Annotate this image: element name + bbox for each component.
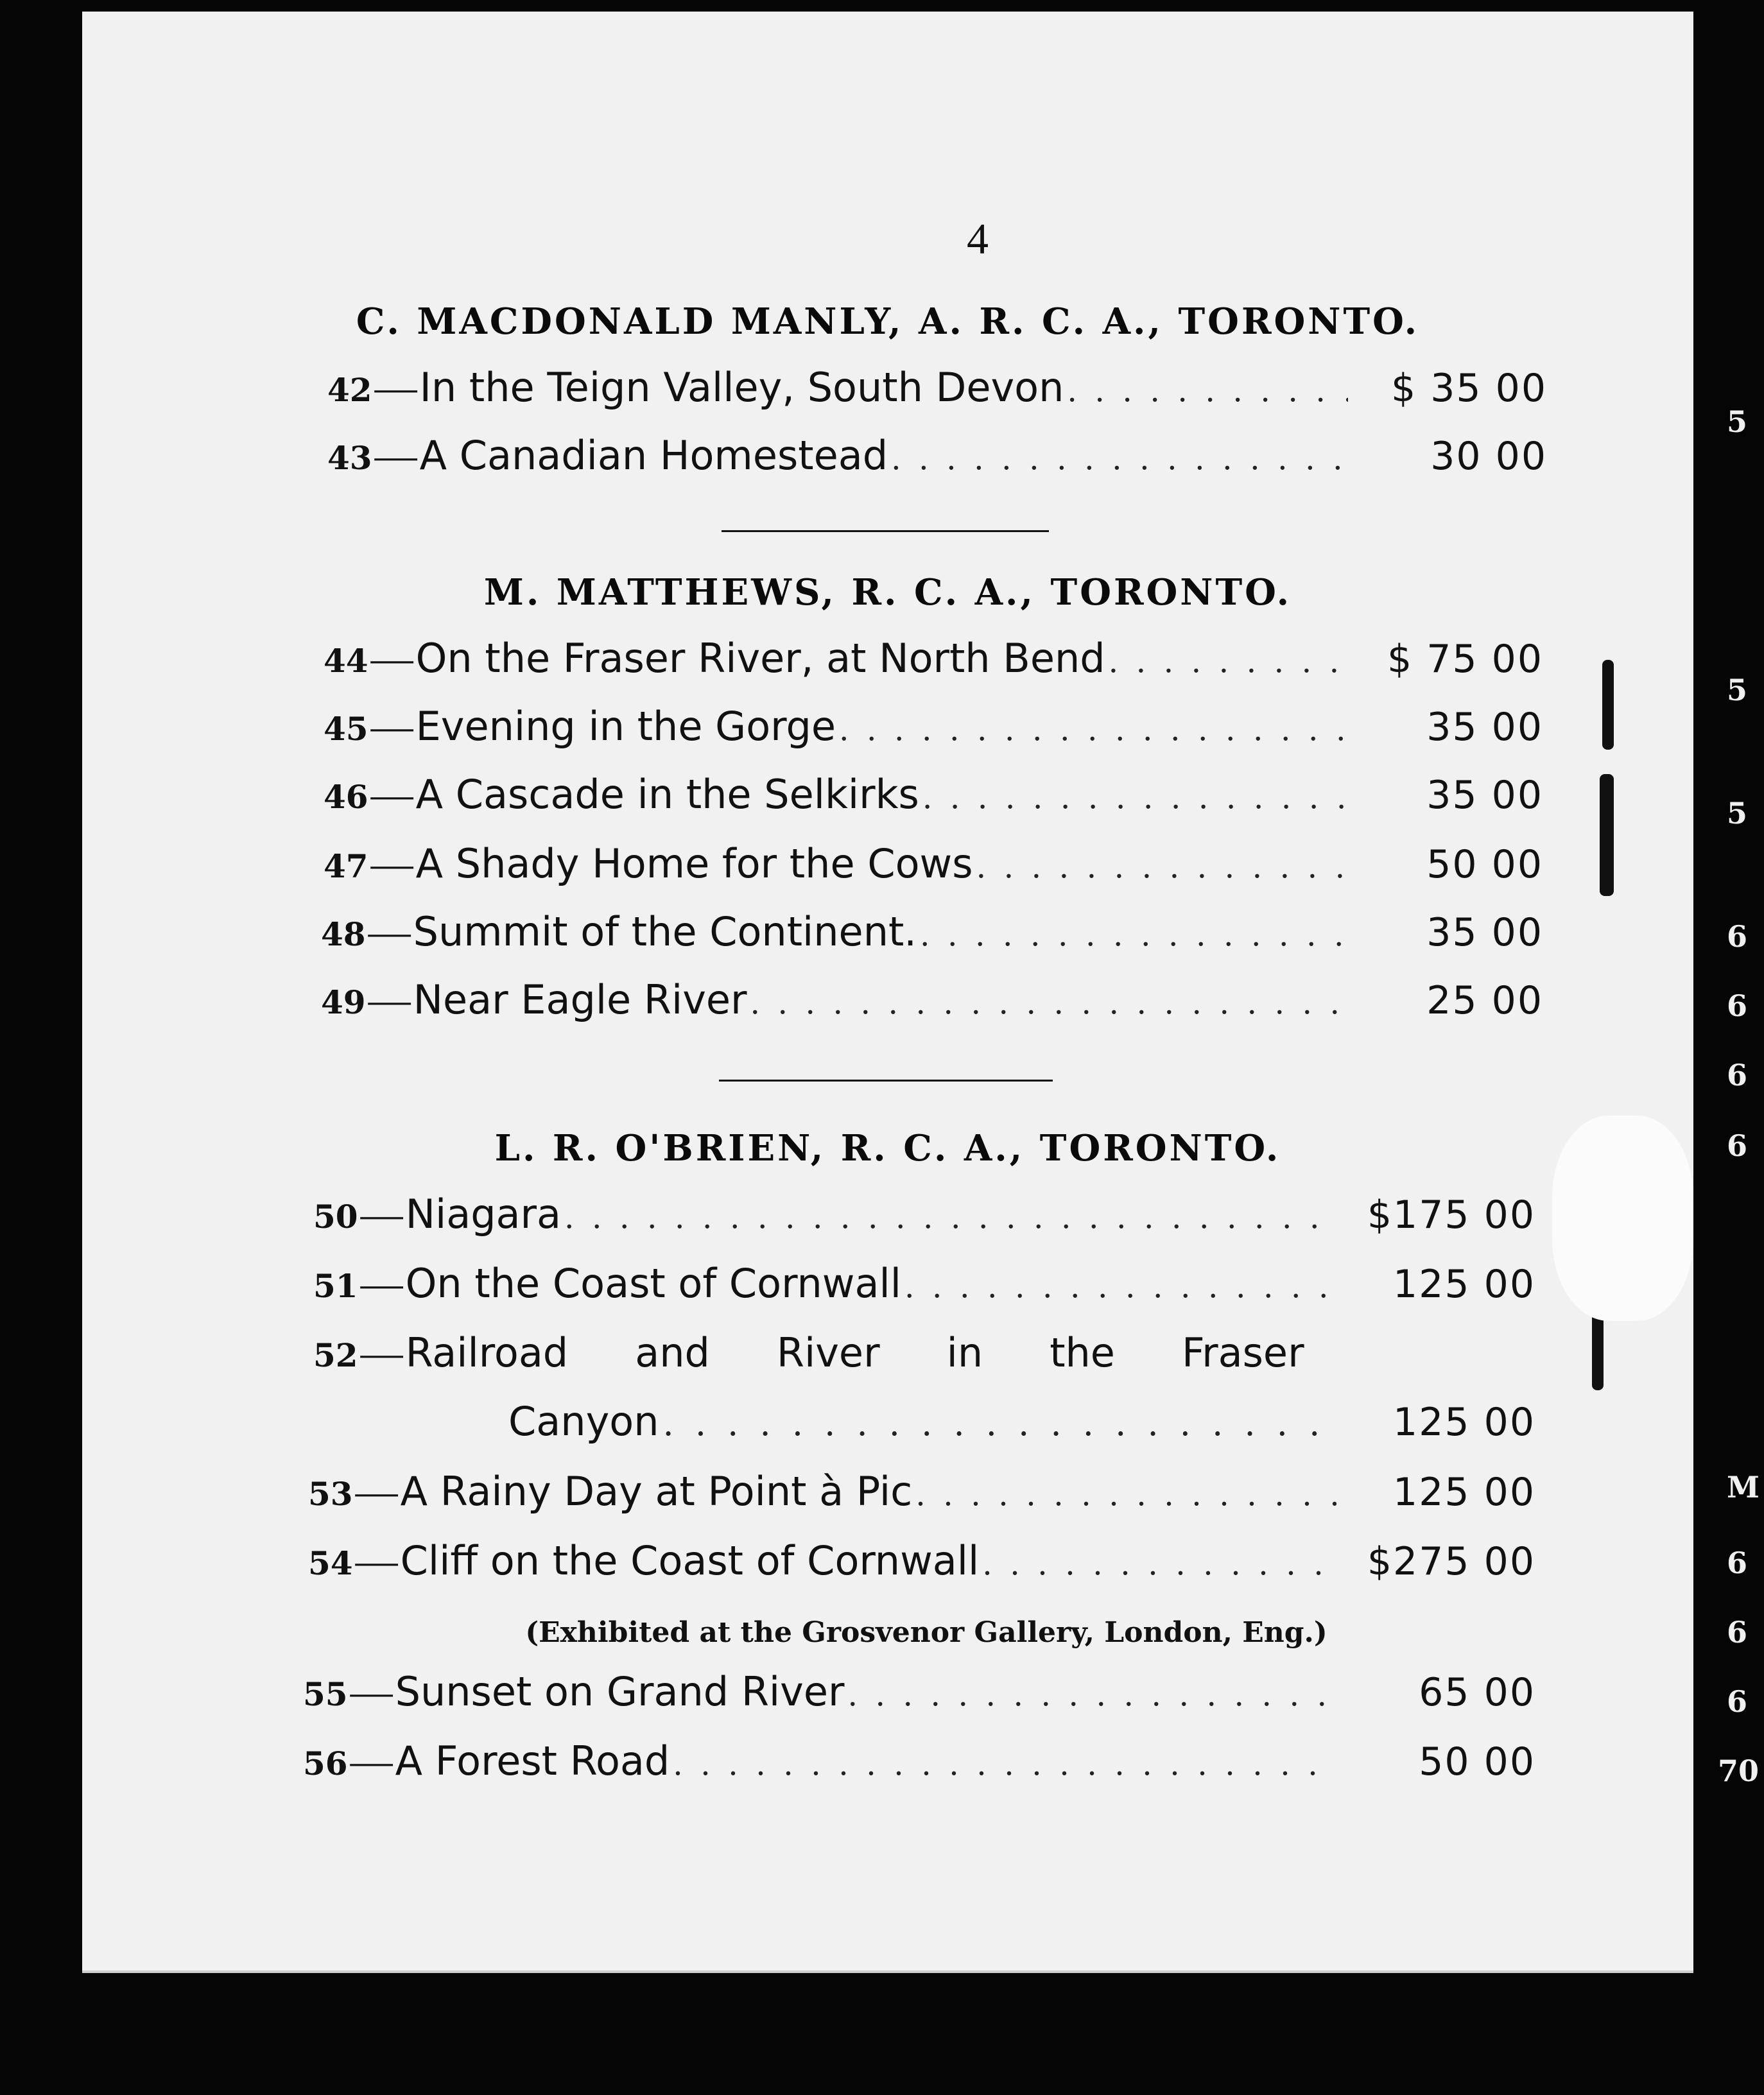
title-word: Railroad	[405, 1329, 569, 1376]
entry-number: 53	[308, 1475, 353, 1513]
catalogue-entry: 51 — On the Coast of Cornwall . . . 125 00	[313, 1259, 1535, 1321]
catalogue-entry: 42 — In the Teign Valley, South Devon . . . $ 35 00	[327, 363, 1547, 425]
entry-price: 125 00	[1393, 1262, 1535, 1307]
entry-price: 35 00	[1426, 910, 1543, 955]
dot-leader	[888, 438, 1348, 478]
catalogue-entry: 52 — Railroad and River in the Fraser	[313, 1329, 1304, 1376]
adjacent-page-fragment: 6	[1727, 1546, 1748, 1580]
entry-number: 42	[327, 371, 372, 409]
entry-title: A Shady Home for the Cows	[415, 840, 973, 887]
dot-leader	[919, 777, 1344, 816]
dot-leader	[844, 1674, 1336, 1714]
adjacent-page-fragment: 6	[1727, 1128, 1748, 1163]
artist-heading-matthews: M. MATTHEWS, R. C. A., TORONTO.	[483, 571, 1292, 614]
catalogue-entry: 45 — Evening in the Gorge . . . 35 00	[324, 702, 1543, 764]
title-word: in	[946, 1329, 983, 1376]
scan-artifact	[1552, 1116, 1693, 1321]
entry-price: 35 00	[1426, 705, 1543, 750]
dot-leader	[973, 846, 1344, 886]
entry-price: $ 35 00	[1390, 366, 1547, 411]
dot-leader	[1064, 370, 1348, 410]
entry-title: A Rainy Day at Point à Pic	[400, 1468, 913, 1515]
dot-leader	[912, 1474, 1336, 1513]
adjacent-page-fragment: 70	[1718, 1754, 1760, 1788]
catalogue-entry: 55 — Sunset on Grand River . . . 65 00	[303, 1668, 1535, 1729]
exhibition-note: (Exhibited at the Grosvenor Gallery, London, Eng.)	[525, 1616, 1327, 1649]
entry-number: 47	[324, 847, 368, 885]
page-number: 4	[967, 214, 989, 263]
adjacent-page-fragment: 6	[1727, 919, 1748, 954]
section-divider	[719, 1080, 1053, 1082]
adjacent-page-fragment: 6	[1727, 1684, 1748, 1719]
entry-price: 30 00	[1430, 434, 1547, 479]
entry-number: 46	[324, 778, 368, 816]
entry-price: 50 00	[1419, 1739, 1535, 1784]
dot-leader	[747, 982, 1344, 1022]
dot-leader	[917, 914, 1344, 954]
entry-number: 56	[303, 1745, 348, 1782]
entry-title	[406, 1329, 1304, 1376]
dot-leader	[901, 1266, 1336, 1306]
entry-number: 51	[313, 1267, 358, 1305]
adjacent-page-fragment: 5	[1727, 673, 1748, 707]
entry-price: $175 00	[1367, 1193, 1535, 1237]
scan-artifact	[1600, 774, 1614, 896]
catalogue-entry: 43 — A Canadian Homestead . . . 30 00	[327, 431, 1547, 493]
dot-leader	[670, 1743, 1336, 1783]
entry-title: On the Fraser River, at North Bend	[415, 635, 1105, 682]
entry-title: Summit of the Continent.	[413, 908, 917, 955]
catalogue-entry-continuation	[508, 1398, 1535, 1460]
entry-title: Sunset on Grand River	[395, 1668, 845, 1715]
entry-price: $ 75 00	[1387, 637, 1543, 682]
entry-number: 49	[321, 983, 366, 1021]
dot-leader	[659, 1403, 1337, 1444]
catalogue-entry: 54 — Cliff on the Coast of Cornwall . . . $275 00	[308, 1537, 1535, 1598]
entry-title: Near Eagle River	[413, 976, 747, 1023]
entry-number: 43	[327, 439, 372, 477]
entry-title: On the Coast of Cornwall	[405, 1260, 901, 1307]
artist-heading-manly: C. MACDONALD MANLY, A. R. C. A., TORONTO.	[356, 300, 1420, 343]
adjacent-page-fragment: 6	[1727, 1058, 1748, 1092]
catalogue-page	[82, 12, 1693, 1973]
adjacent-page-fragment: 5	[1727, 404, 1748, 439]
entry-price: 125 00	[1393, 1470, 1535, 1515]
catalogue-entry: 44 — On the Fraser River, at North Bend . . . $ 75 00	[324, 634, 1543, 696]
catalogue-entry: 46 — A Cascade in the Selkirks . . . 35 00	[324, 770, 1543, 832]
catalogue-entry: 48 — Summit of the Continent. . . . 35 00	[321, 908, 1543, 969]
entry-number: 52	[313, 1336, 358, 1374]
entry-price: 35 00	[1426, 773, 1543, 818]
dot-leader	[561, 1196, 1336, 1236]
entry-title: A Cascade in the Selkirks	[415, 771, 919, 818]
adjacent-page-fragment: 5	[1727, 796, 1748, 831]
adjacent-page-fragment: 6	[1727, 1615, 1748, 1650]
entry-number: 45	[324, 710, 368, 748]
entry-title: Evening in the Gorge	[415, 703, 836, 750]
title-word: River	[776, 1329, 880, 1376]
entry-number: 48	[321, 915, 366, 953]
title-word: Fraser	[1181, 1329, 1304, 1376]
entry-number: 54	[308, 1544, 353, 1582]
dot-leader	[1105, 641, 1344, 680]
entry-price: 125 00	[1393, 1400, 1535, 1445]
entry-price: 25 00	[1426, 978, 1543, 1023]
title-word: the	[1050, 1329, 1115, 1376]
title-word: and	[635, 1329, 710, 1376]
entry-title: In the Teign Valley, South Devon	[419, 364, 1064, 411]
entry-price: 50 00	[1426, 842, 1543, 887]
entry-title: A Canadian Homestead	[419, 432, 888, 479]
entry-title-continuation: Canyon	[508, 1398, 659, 1445]
catalogue-entry: 50 — Niagara . . . $175 00	[313, 1190, 1535, 1252]
entry-title: A Forest Road	[395, 1737, 670, 1784]
scan-artifact	[1602, 660, 1614, 750]
catalogue-entry: 56 — A Forest Road . . . 50 00	[303, 1737, 1535, 1798]
entry-number: 50	[313, 1198, 358, 1236]
entry-title: Niagara	[405, 1191, 562, 1237]
catalogue-entry: 53 — A Rainy Day at Point à Pic . . . 125 00	[308, 1467, 1535, 1529]
artist-heading-obrien: L. R. O'BRIEN, R. C. A., TORONTO.	[494, 1127, 1281, 1169]
section-divider	[722, 530, 1049, 532]
entry-price: $275 00	[1367, 1539, 1535, 1584]
entry-number: 44	[324, 642, 368, 680]
dot-leader	[979, 1543, 1336, 1583]
dot-leader	[836, 709, 1344, 748]
entry-title: Cliff on the Coast of Cornwall	[400, 1537, 980, 1584]
adjacent-page-fragment: M	[1727, 1470, 1760, 1504]
adjacent-page-fragment: 6	[1727, 988, 1748, 1023]
entry-number: 55	[303, 1675, 348, 1713]
catalogue-entry: 49 — Near Eagle River . . . 25 00	[321, 976, 1543, 1037]
entry-price: 65 00	[1419, 1670, 1535, 1715]
catalogue-entry: 47 — A Shady Home for the Cows . . . 50 00	[324, 840, 1543, 901]
